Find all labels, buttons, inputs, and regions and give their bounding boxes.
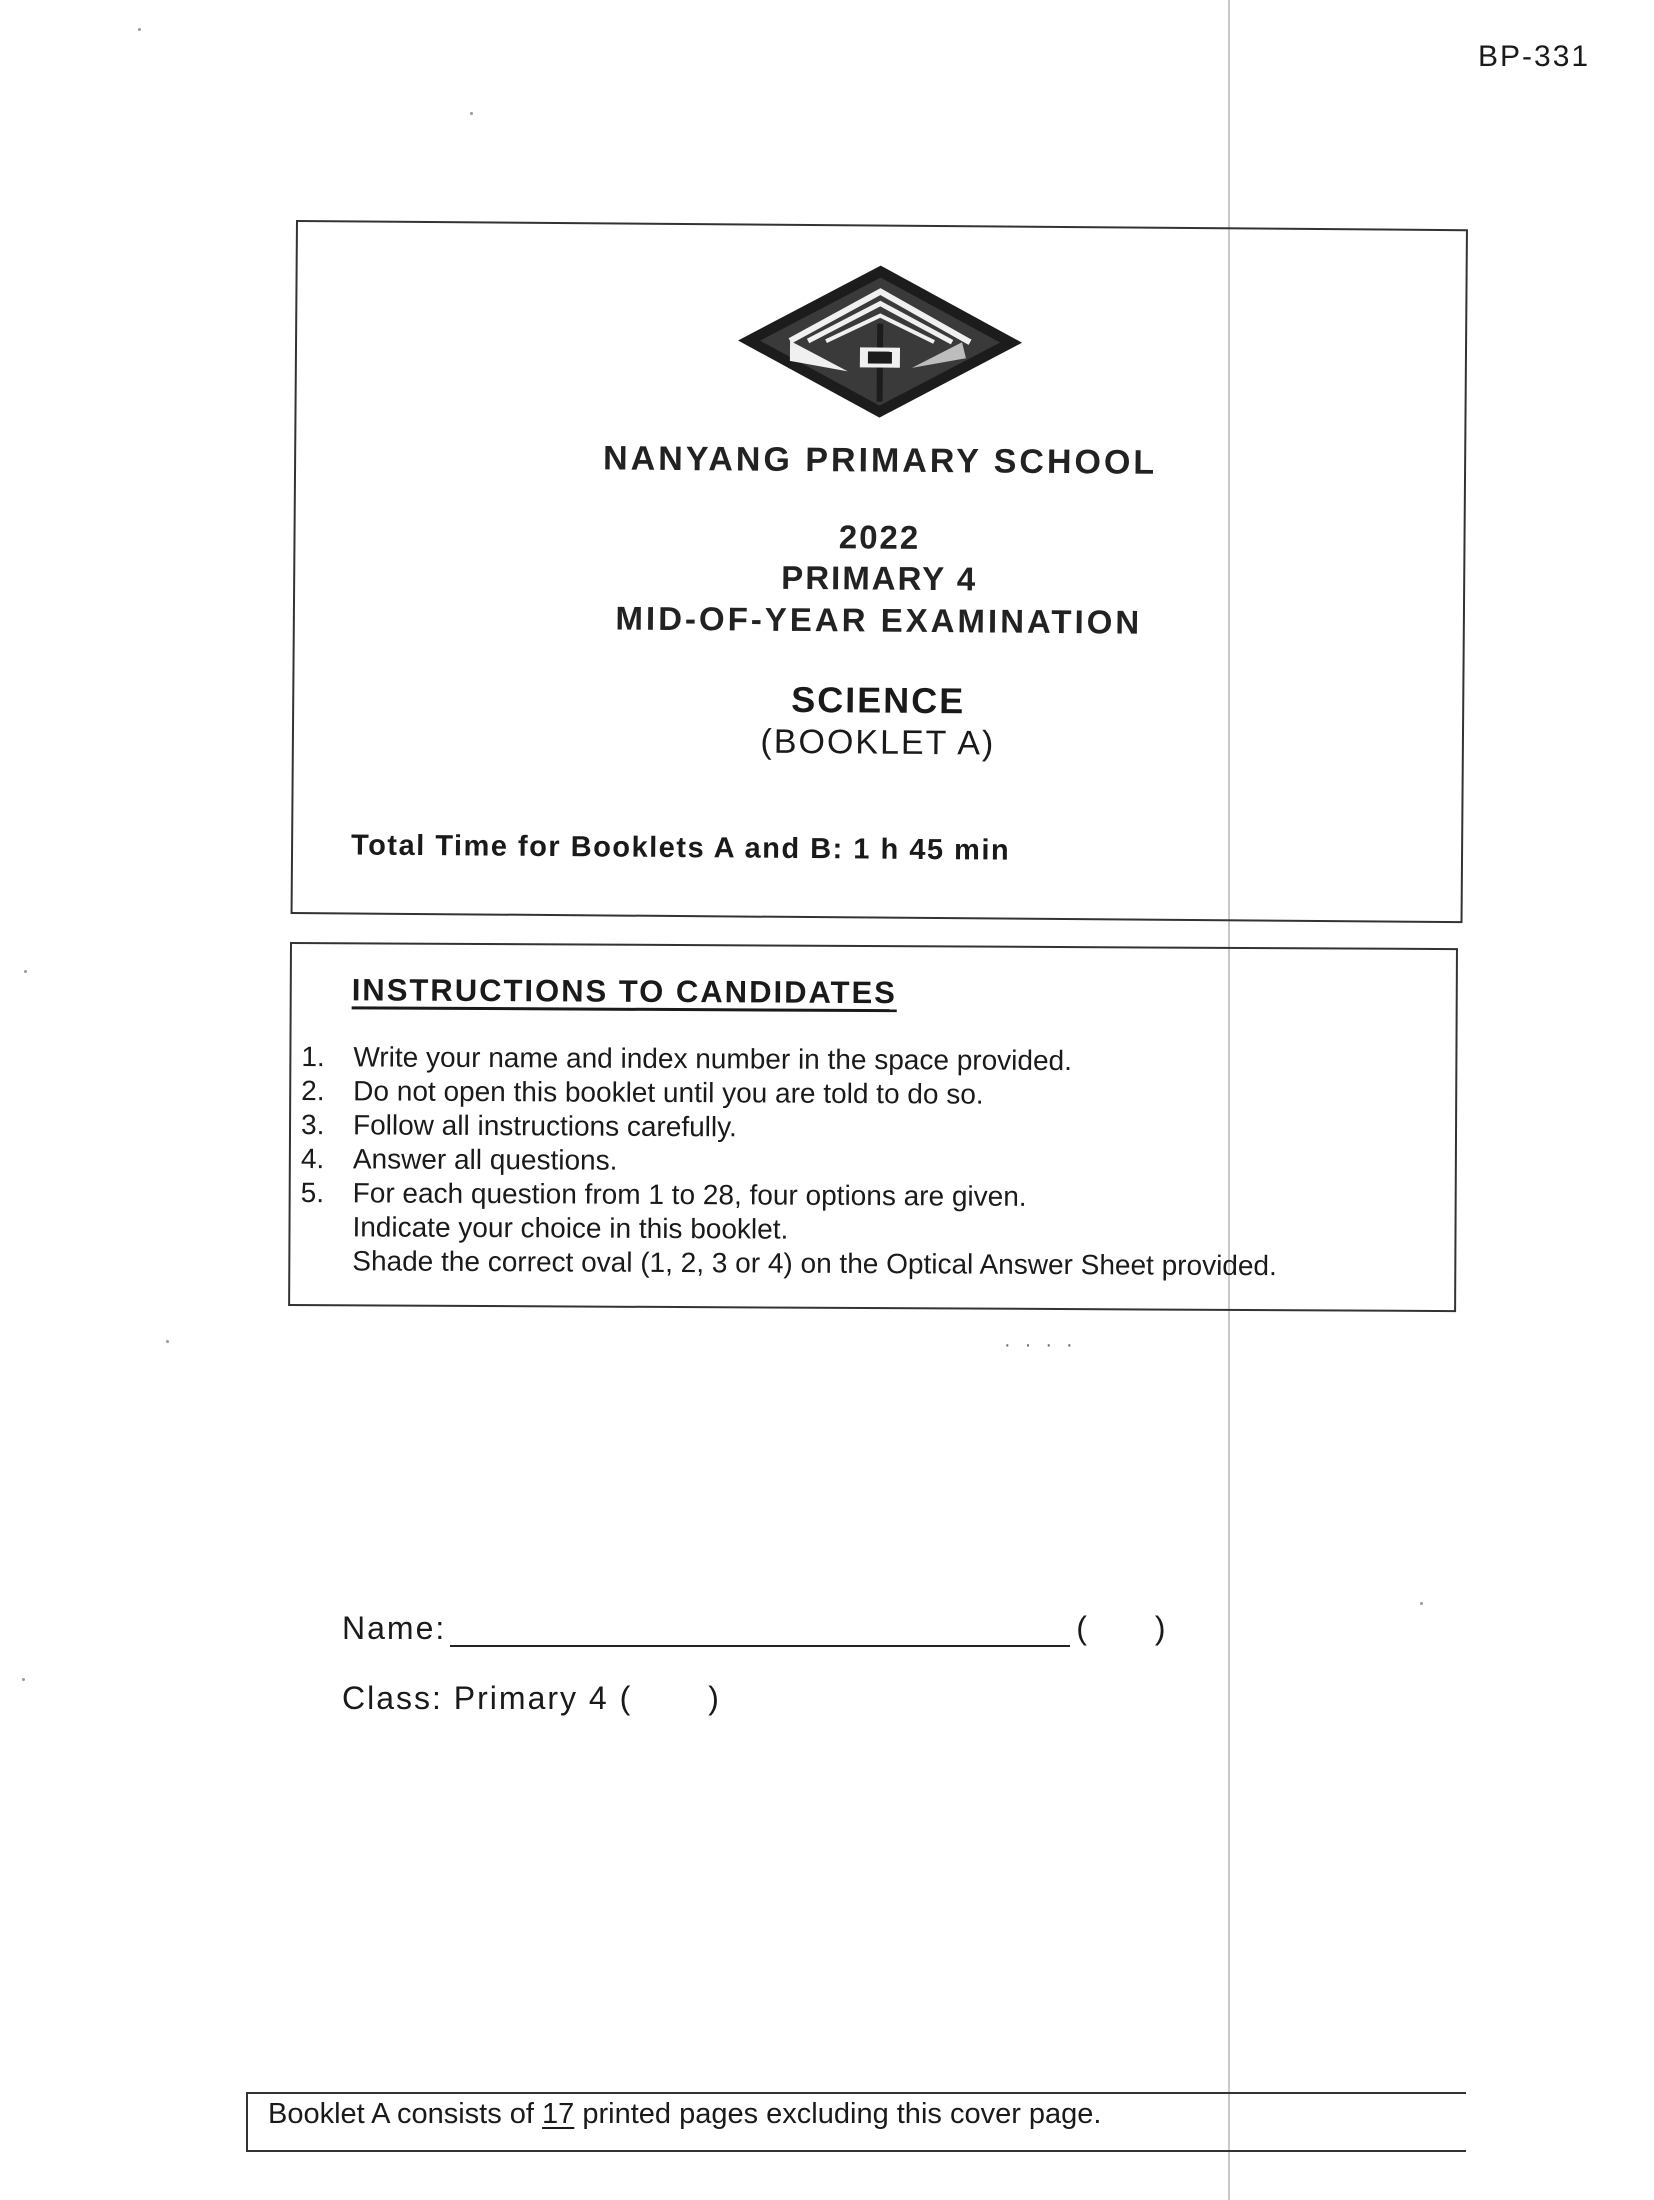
- list-item-text: Write your name and index number in the space provided.: [353, 1041, 1073, 1077]
- class-row: [342, 1680, 721, 1717]
- list-item-text: Follow all instructions carefully.: [352, 1109, 737, 1143]
- footer-rule-bottom: [246, 2150, 1466, 2152]
- exam-year: 2022: [838, 518, 921, 556]
- list-item-text: For each question from 1 to 28, four options are given.: [352, 1177, 1027, 1212]
- school-logo-icon: [729, 260, 1030, 422]
- school-name: NANYANG PRIMARY SCHOOL: [602, 439, 1158, 482]
- footer-page-count: 17: [542, 2098, 575, 2130]
- instructions-box: [288, 942, 1458, 1312]
- list-item-text: Indicate your choice in this booklet.: [352, 1211, 789, 1245]
- list-item-number: 1.: [301, 1041, 325, 1073]
- cover-box: [291, 220, 1468, 923]
- instructions-heading: INSTRUCTIONS TO CANDIDATES: [351, 972, 897, 1011]
- instructions-list: [300, 1040, 1461, 1284]
- list-item-number: 2.: [301, 1075, 325, 1107]
- footer-rule-left: [246, 2092, 248, 2152]
- scan-speck: [24, 970, 27, 973]
- footer-note: [268, 2098, 1101, 2131]
- list-item-text: Do not open this booklet until you are told to do so.: [353, 1075, 984, 1110]
- scan-dots: ····: [1004, 1334, 1087, 1356]
- exam-level: PRIMARY 4: [781, 558, 978, 598]
- list-item-text: Shade the correct oval (1, 2, 3 or 4) on the Optical Answer Sheet provided.: [352, 1245, 1277, 1282]
- class-label: Class: Primary 4 (: [342, 1680, 633, 1716]
- footer-text-before: Booklet A consists of: [268, 2098, 543, 2130]
- scan-speck: [138, 28, 141, 31]
- name-row: [342, 1610, 1168, 1647]
- index-open-paren: (: [1076, 1610, 1089, 1646]
- total-time: Total Time for Booklets A and B: 1 h 45 min: [350, 829, 1011, 867]
- subject-title: SCIENCE: [791, 678, 966, 722]
- scan-speck: [166, 1340, 169, 1343]
- name-label: Name:: [342, 1610, 447, 1646]
- list-item-number: 3.: [300, 1109, 325, 1141]
- class-close-paren: ): [708, 1680, 721, 1716]
- list-item: [300, 1244, 1460, 1284]
- list-item-number: 4.: [300, 1143, 325, 1175]
- scan-speck: [470, 112, 473, 115]
- list-item-number: 5.: [300, 1177, 325, 1209]
- booklet-label: (BOOKLET A): [760, 722, 996, 763]
- list-item-text: Answer all questions.: [352, 1143, 618, 1176]
- scan-speck: [22, 1678, 25, 1681]
- page-code: BP-331: [1478, 40, 1591, 73]
- footer-rule-top: [246, 2092, 1466, 2094]
- exam-title: MID-OF-YEAR EXAMINATION: [615, 599, 1143, 641]
- scan-speck: [1420, 1602, 1423, 1605]
- footer-text-after: printed pages excluding this cover page.: [574, 2098, 1102, 2130]
- name-field[interactable]: [450, 1615, 1070, 1647]
- index-close-paren: ): [1154, 1610, 1168, 1646]
